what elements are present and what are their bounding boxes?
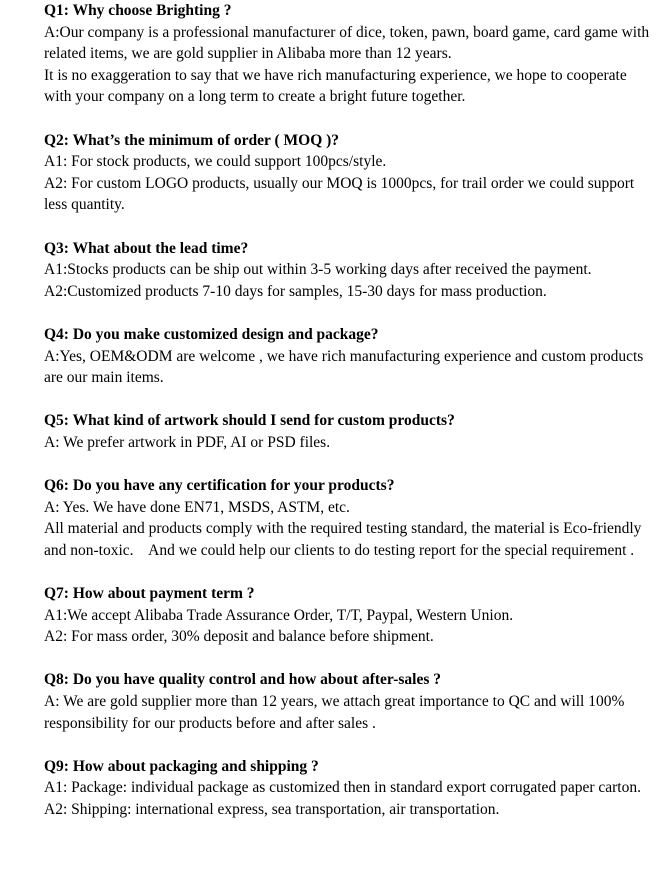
answer-text: It is no exaggeration to say that we have rich manufacturing experience, we hope to cooperate with your company on a long term to create a bright future together. — [44, 66, 627, 106]
question-heading: Q4: Do you make customized design and package? — [44, 325, 379, 343]
faq-item-q5 — [44, 410, 656, 453]
answer-text: A2:Customized products 7-10 days for samples, 15-30 days for mass production. — [44, 282, 547, 300]
question-heading: Q1: Why choose Brighting ? — [44, 2, 232, 19]
answer-text: A2: For mass order, 30% deposit and balance before shipment. — [44, 628, 434, 646]
faq-item-q6 — [44, 475, 656, 561]
faq-item-q7 — [44, 583, 656, 648]
section-spacer — [44, 734, 656, 756]
faq-item-q3 — [44, 238, 656, 303]
answer-text: A: We are gold supplier more than 12 years, we attach great importance to QC and will 100% responsibility for our products before and after sales . — [44, 693, 625, 732]
answer-text: A2: For custom LOGO products, usually our MOQ is 1000pcs, for trail order we could support less quantity. — [44, 174, 635, 214]
answer-text: A1:Stocks products can be ship out within 3-5 working days after received the payment. — [44, 261, 592, 279]
section-spacer — [44, 302, 656, 324]
section-spacer — [44, 453, 656, 475]
answer-text: A: Yes. We have done EN71, MSDS, ASTM, etc. — [44, 498, 350, 516]
question-heading: Q7: How about payment term ? — [44, 585, 255, 603]
question-heading: Q5: What kind of artwork should I send for custom products? — [44, 412, 455, 430]
question-heading: Q2: What’s the minimum of order ( MOQ )? — [44, 131, 340, 149]
faq-item-q1 — [44, 0, 656, 108]
section-spacer — [44, 216, 656, 238]
faq-item-q2 — [44, 130, 656, 216]
answer-text: A: We prefer artwork in PDF, AI or PSD files. — [44, 433, 331, 451]
section-spacer — [44, 389, 656, 411]
faq-document — [44, 0, 656, 821]
answer-text: A:Our company is a professional manufacturer of dice, token, pawn, board game, card game with related items, we are gold supplier in Alibaba more than 12 years. — [44, 23, 650, 63]
question-heading: Q6: Do you have any certification for your products? — [44, 477, 395, 495]
faq-item-q4 — [44, 324, 656, 389]
section-spacer — [44, 648, 656, 670]
answer-text: A:Yes, OEM&ODM are welcome , we have rich manufacturing experience and custom products are our main items. — [44, 347, 644, 387]
section-spacer — [44, 108, 656, 130]
section-spacer — [44, 561, 656, 583]
answer-text: A1: For stock products, we could support 100pcs/style. — [44, 153, 387, 171]
answer-text: All material and products comply with the required testing standard, the material is Eco-friendly and non-toxic. And we could help our clients to do testing report for the special requirement . — [44, 520, 646, 559]
question-heading: Q8: Do you have quality control and how about after-sales ? — [44, 671, 441, 689]
answer-text: A1: Package: individual package as customized then in standard export corrugated paper carton. — [44, 779, 641, 797]
question-heading: Q3: What about the lead time? — [44, 239, 249, 257]
answer-text: A2: Shipping: international express, sea transportation, air transportation. — [44, 800, 500, 818]
answer-text: A1:We accept Alibaba Trade Assurance Order, T/T, Paypal, Western Union. — [44, 606, 514, 624]
faq-item-q8 — [44, 669, 656, 734]
question-heading: Q9: How about packaging and shipping ? — [44, 757, 319, 775]
faq-item-q9 — [44, 756, 656, 821]
